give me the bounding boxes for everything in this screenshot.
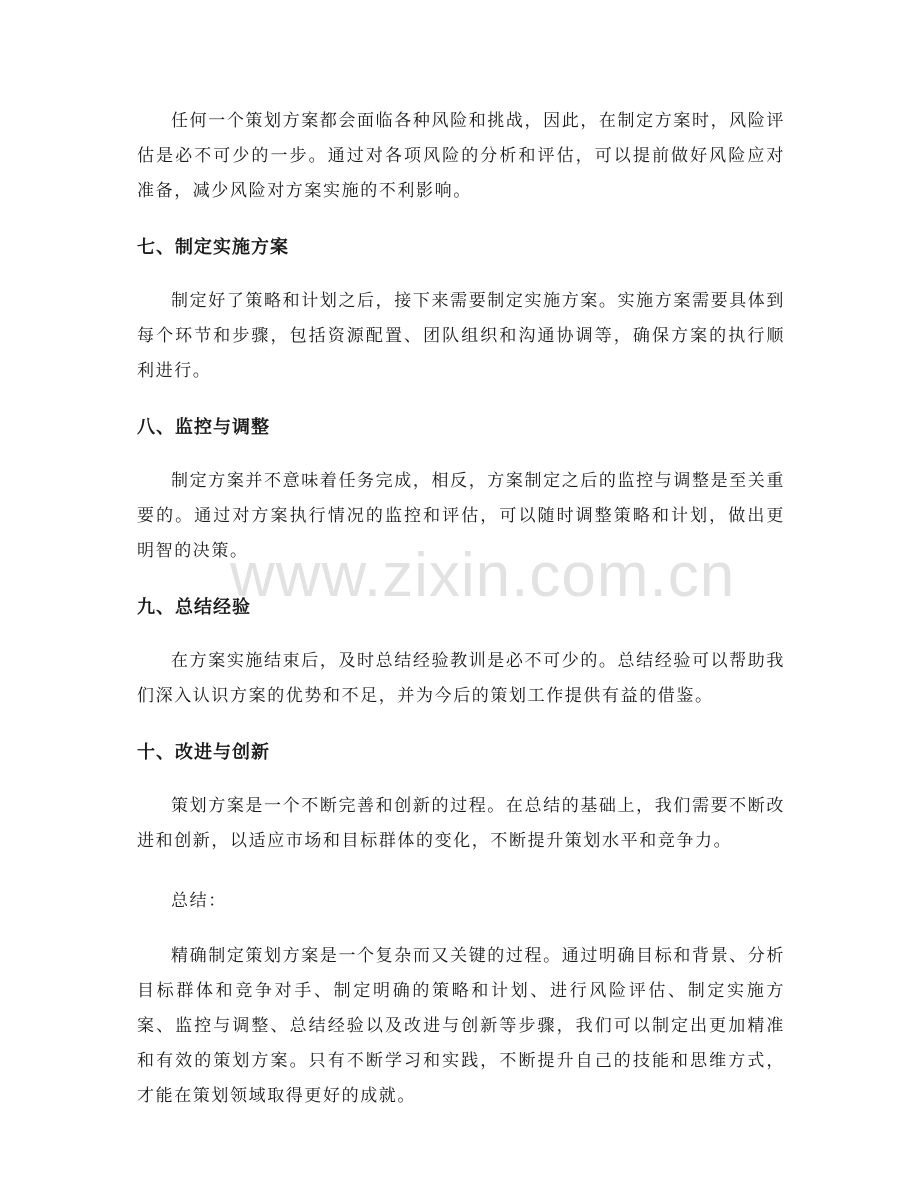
paragraph-monitor-adjust: 制定方案并不意味着任务完成，相反，方案制定之后的监控与调整是至关重要的。通过对方案执行情况的监控和评估，可以随时调整策略和计划，做出更明智的决策。 bbox=[137, 471, 785, 561]
section-heading-9: 九、总结经验 bbox=[137, 597, 251, 618]
section-heading-7: 七、制定实施方案 bbox=[137, 237, 289, 258]
paragraph-summarize-experience: 在方案实施结束后，及时总结经验教训是必不可少的。总结经验可以帮助我们深入认识方案的优势和不足，并为今后的策划工作提供有益的借鉴。 bbox=[137, 651, 785, 706]
paragraph-implementation-plan: 制定好了策略和计划之后，接下来需要制定实施方案。实施方案需要具体到每个环节和步骤，包括资源配置、团队组织和沟通协调等，确保方案的执行顺利进行。 bbox=[137, 291, 785, 381]
document-body bbox=[137, 104, 785, 1139]
watermark: www.zixin.com.cn bbox=[230, 541, 736, 610]
paragraph-risk-assessment: 任何一个策划方案都会面临各种风险和挑战，因此，在制定方案时，风险评估是必不可少的一步。通过对各项风险的分析和评估，可以提前做好风险应对准备，减少风险对方案实施的不利影响。 bbox=[137, 111, 785, 201]
paragraph-conclusion: 精确制定策划方案是一个复杂而又关键的过程。通过明确目标和背景、分析目标群体和竞争对手、制定明确的策略和计划、进行风险评估、制定实施方案、监控与调整、总结经验以及改进与创新等步骤，我们可以制定出更加精准和有效的策划方案。只有不断学习和实践，不断提升自己的技能和思维方式，才能在策划领域取得更好的成就。 bbox=[137, 946, 785, 1106]
section-heading-8: 八、监控与调整 bbox=[137, 417, 270, 438]
summary-label: 总结： bbox=[171, 891, 227, 911]
paragraph-improve-innovate: 策划方案是一个不断完善和创新的过程。在总结的基础上，我们需要不断改进和创新，以适应市场和目标群体的变化，不断提升策划水平和竞争力。 bbox=[137, 796, 785, 851]
section-heading-10: 十、改进与创新 bbox=[137, 742, 270, 763]
